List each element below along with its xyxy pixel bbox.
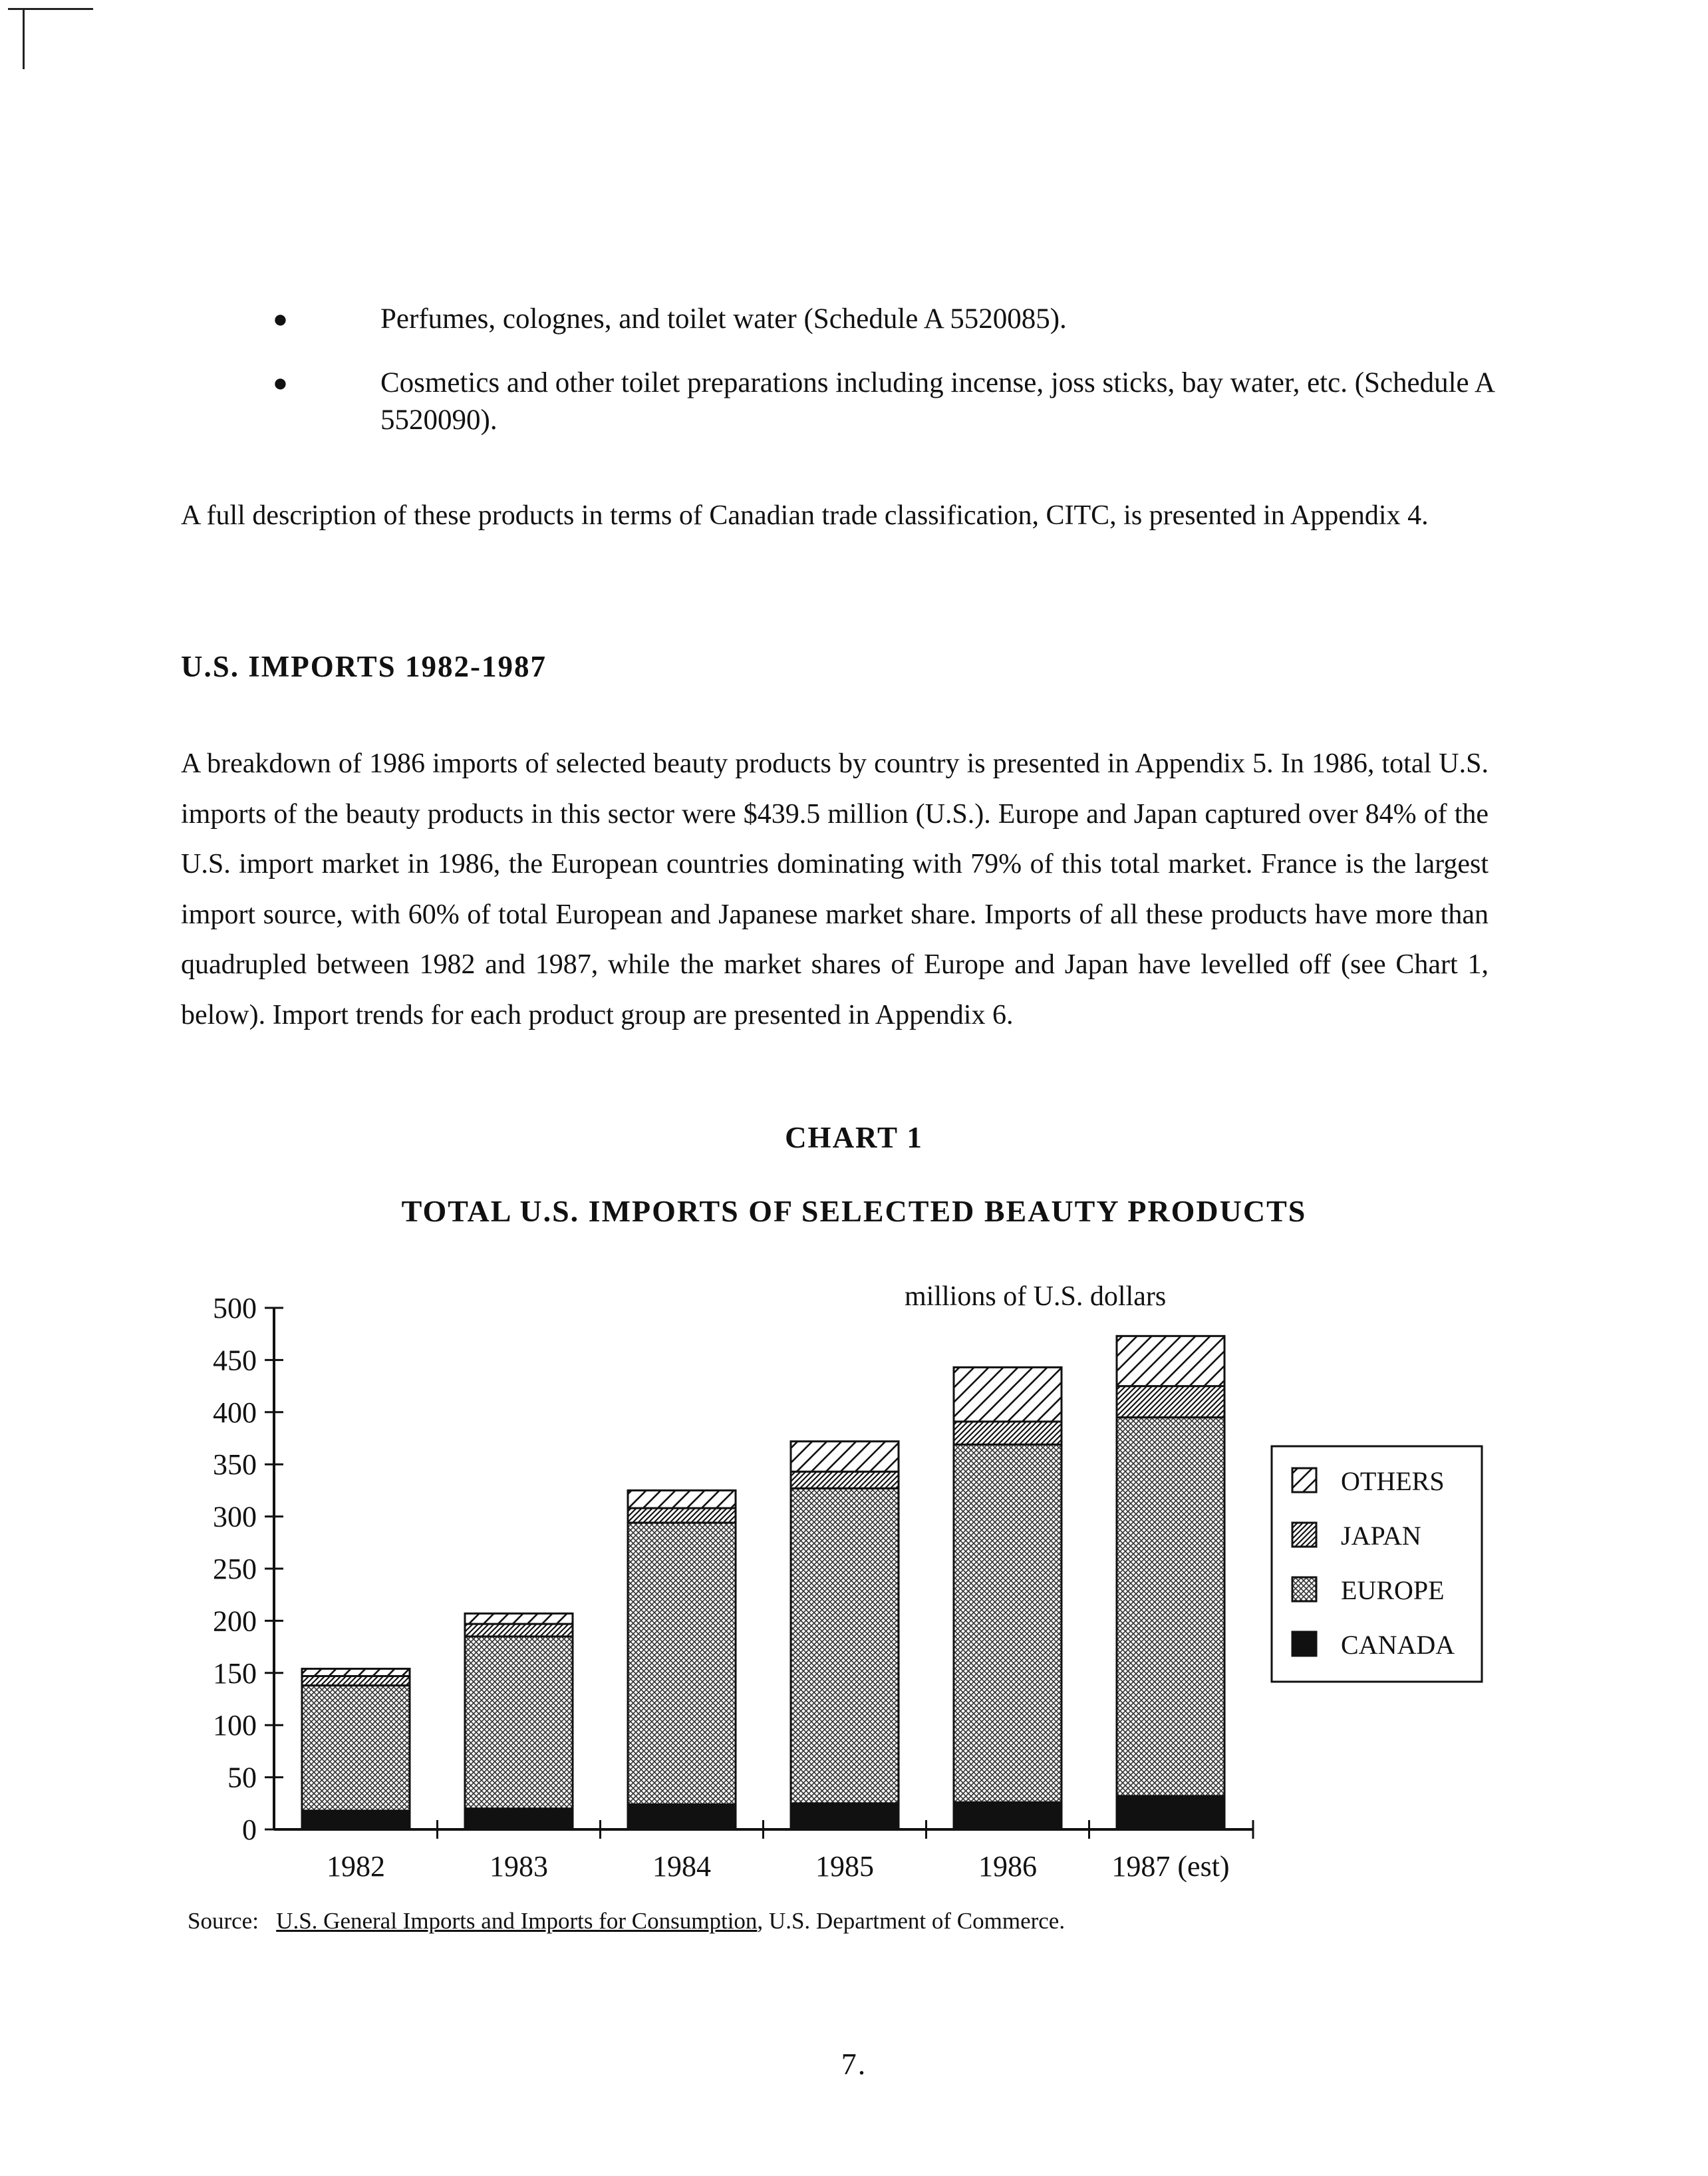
source-title: U.S. General Imports and Imports for Consumption [276,1908,758,1934]
y-tick-label: 50 [227,1761,257,1794]
legend-label-japan: JAPAN [1341,1521,1421,1551]
legend-swatch-others [1292,1468,1316,1492]
legend-swatch-japan [1292,1523,1316,1547]
bar-segment-others [954,1367,1062,1422]
bar-segment-others [465,1613,573,1624]
bar-segment-europe [954,1444,1062,1802]
x-tick-label: 1982 [327,1850,385,1883]
page-number: 7. [841,2047,867,2081]
y-tick-label: 450 [213,1344,257,1377]
chart-unit-label: millions of U.S. dollars [905,1281,1167,1312]
y-tick-label: 350 [213,1448,257,1481]
y-tick-label: 400 [213,1396,257,1429]
source-note [188,1908,1065,1935]
legend-label-europe: EUROPE [1341,1575,1445,1605]
y-tick-label: 100 [213,1709,257,1742]
bar-segment-canada [1117,1796,1224,1829]
y-tick-label: 0 [242,1813,257,1846]
bar-segment-europe [628,1523,736,1804]
bar-segment-canada [954,1802,1062,1829]
chart-title: TOTAL U.S. IMPORTS OF SELECTED BEAUTY PRODUCTS [401,1194,1307,1228]
bar-segment-canada [791,1803,899,1829]
bar-segment-others [791,1442,899,1472]
bar-segment-canada [628,1804,736,1829]
y-tick-label: 150 [213,1656,257,1690]
legend-label-others: OTHERS [1341,1466,1445,1496]
y-tick-label: 500 [213,1292,257,1324]
source-suffix: , U.S. Department of Commerce. [757,1908,1066,1934]
bar-segment-japan [791,1472,899,1488]
paragraph-appendix: A full description of these products in terms of Canadian trade classification, CITC, is presented in Appendix 4. [181,500,1429,531]
bullet-dot: ● [273,305,288,333]
chart-label: CHART 1 [785,1121,923,1154]
bar-segment-europe [1117,1418,1224,1796]
bar-segment-japan [954,1422,1062,1444]
bar-segment-japan [302,1676,410,1686]
bar-segment-others [1117,1336,1224,1386]
legend-swatch-europe [1292,1577,1316,1601]
bullet-text: Perfumes, colognes, and toilet water (Schedule A 5520085). [380,303,1067,335]
bullet-text: Cosmetics and other toilet preparations including incense, joss sticks, bay water, etc. (Schedule A 5520090). [380,367,1494,436]
legend-swatch-canada [1292,1632,1316,1656]
bar-segment-others [302,1669,410,1676]
section-heading: U.S. IMPORTS 1982-1987 [181,650,547,683]
bar-segment-others [628,1490,736,1508]
bullet-dot: ● [273,369,288,397]
legend-label-canada: CANADA [1341,1630,1455,1660]
y-tick-label: 200 [213,1605,257,1638]
x-tick-label: 1983 [490,1850,548,1883]
y-tick-label: 250 [213,1553,257,1585]
bar-segment-canada [302,1811,410,1829]
bar-segment-japan [1117,1386,1224,1418]
paragraph-imports: A breakdown of 1986 imports of selected beauty products by country is presented in Appendix 5. In 1986, total U.S. imports of the beauty products in this sector were $439.5 million (U.S.). Europe and Japan captured over 84% of the U.S. import market in 1986, the European countries dominating with 79% of this total market. France is the largest import source, with 60% of total European and Japanese market share. Imports of all these products have more than quadrupled between 1982 and 1987, while the market shares of Europe and Japan have levelled off (see Chart 1, below). Import trends for each product group are presented in Appendix 6. [181,748,1489,1030]
bar-segment-europe [791,1488,899,1803]
source-prefix: Source: [188,1908,259,1934]
y-tick-label: 300 [213,1500,257,1533]
x-tick-label: 1986 [978,1850,1037,1883]
x-tick-label: 1985 [815,1850,874,1883]
x-tick-label: 1984 [652,1850,711,1883]
x-tick-label: 1987 (est) [1111,1850,1230,1883]
bar-segment-europe [465,1636,573,1809]
bar-segment-japan [465,1624,573,1636]
bar-segment-canada [465,1809,573,1829]
bar-segment-europe [302,1686,410,1811]
bar-segment-japan [628,1508,736,1523]
